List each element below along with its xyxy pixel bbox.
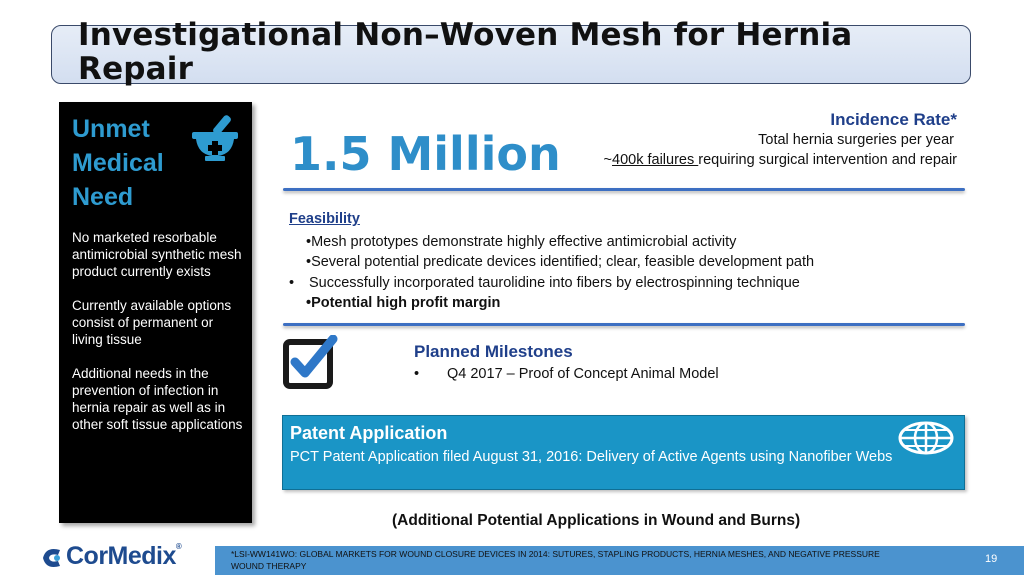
incidence-title: Incidence Rate* [830,110,957,129]
mortar-pestle-icon [190,112,242,164]
page-number: 19 [985,553,998,565]
unmet-need-heading: Unmet Medical Need [72,115,164,211]
list-item: •Potential high profit margin [306,294,501,311]
bullet: • [289,274,295,291]
incidence-suffix: requiring surgical intervention and repair [698,152,957,168]
unmet-paragraph: Currently available options consist of permanent or living tissue [72,298,232,347]
logo-trademark: ® [175,542,182,551]
divider-middle [283,323,965,326]
footnote: *LSI-WW141WO: GLOBAL MARKETS FOR WOUND CLOSURE DEVICES IN 2014: SUTURES, STAPLING PRODUCTS, HERNIA MESHES, AND NEGATIVE PRESSURE WOUND THERAPY [231,549,880,571]
additional-applications: (Additional Potential Applications in Wound and Burns) [392,512,801,529]
unmet-paragraph: Additional needs in the prevention of infection in hernia repair as well as in other soft tissue applications [72,366,243,432]
cormedix-logo-icon [40,546,64,570]
globe-icon [897,420,955,456]
incidence-line-2 [604,152,957,168]
list-item-text: Successfully incorporated taurolidine into fibers by electrospinning technique [309,274,800,291]
list-item [289,273,929,293]
list-item [414,366,719,382]
incidence-line-1: Total hernia surgeries per year [758,132,954,148]
cormedix-logo [66,542,181,571]
patent-text: PCT Patent Application filed August 31, 2016: Delivery of Active Agents using Nanofiber Webs [290,449,893,465]
slide-title: Investigational Non–Woven Mesh for Hernia Repair [78,17,853,87]
feasibility-list [289,232,929,313]
incidence-prefix: ~ [603,152,613,168]
patent-title: Patent Application [290,423,448,443]
list-item: •Mesh prototypes demonstrate highly effective antimicrobial activity [306,234,737,250]
bullet: • [414,366,420,382]
incidence-failures: 400k failures [612,152,699,168]
checkbox-checked-icon [283,335,338,391]
unmet-paragraph: No marketed resorbable antimicrobial synthetic mesh product currently exists [72,230,242,279]
divider-top [283,188,965,191]
list-item-text: Q4 2017 – Proof of Concept Animal Model [447,366,719,382]
big-number: 1.5 Million [290,127,561,181]
list-item: •Several potential predicate devices identified; clear, feasible development path [306,254,815,271]
feasibility-title: Feasibility [289,211,360,227]
milestones-title: Planned Milestones [414,342,573,361]
logo-text: CorMedix [66,542,176,570]
unmet-need-text [72,229,244,450]
